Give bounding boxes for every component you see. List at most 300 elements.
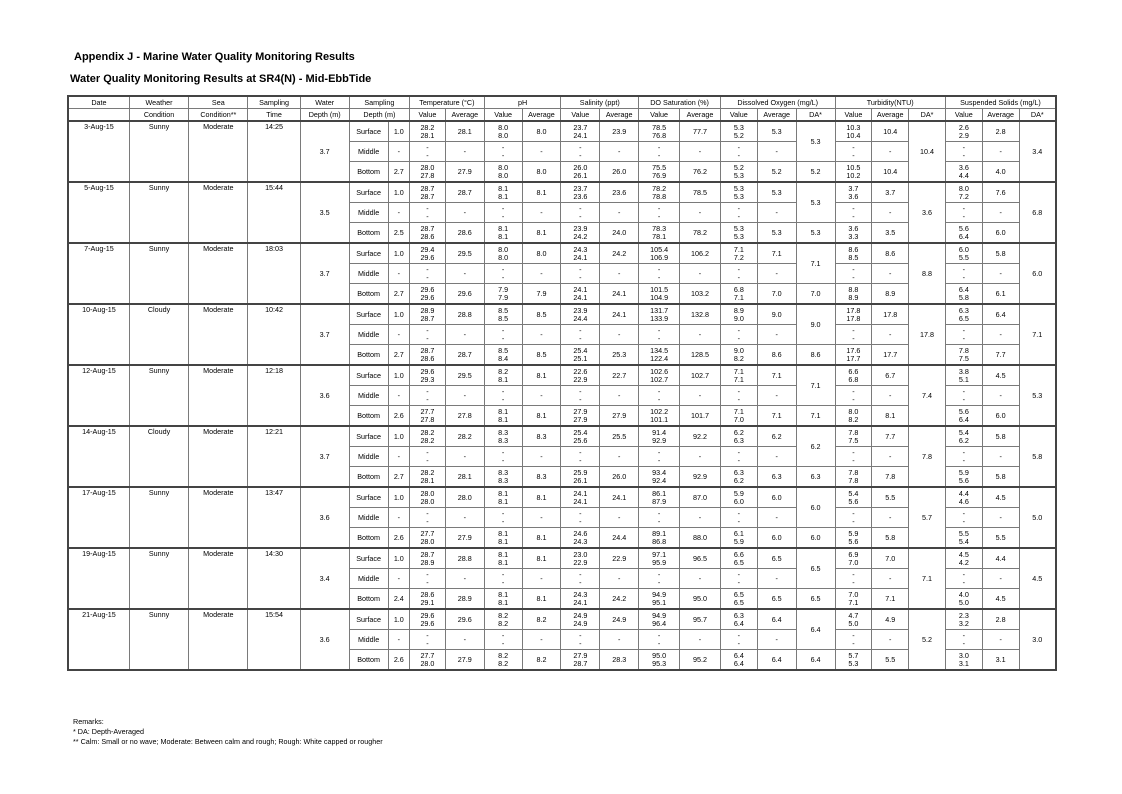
cell-temp-average: 28.8 bbox=[445, 304, 484, 325]
cell-ss-average: 3.1 bbox=[982, 650, 1019, 671]
reading-1: 8.1 bbox=[498, 183, 509, 193]
cell-ss-average: 7.6 bbox=[982, 182, 1019, 203]
cell-turbidity-average: 3.7 bbox=[872, 182, 909, 203]
cell-salinity-value bbox=[561, 223, 600, 244]
cell-water-depth: 3.7 bbox=[300, 304, 349, 365]
reading-2: - bbox=[737, 516, 741, 526]
cell-temp-value bbox=[410, 121, 446, 142]
cell-salinity-average: 24.2 bbox=[600, 243, 639, 264]
cell-sea: Moderate bbox=[189, 304, 248, 365]
reading-2: - bbox=[426, 394, 429, 404]
cell-do-average: 6.5 bbox=[757, 589, 796, 610]
cell-ss-value bbox=[945, 121, 982, 142]
reading-2: 4.2 bbox=[958, 557, 969, 567]
table-row bbox=[68, 487, 1056, 508]
cell-turbidity-average: - bbox=[872, 630, 909, 650]
cell-ss-value bbox=[945, 609, 982, 630]
cell-ss-average: - bbox=[982, 142, 1019, 162]
reading-1: - bbox=[737, 142, 741, 152]
cell-salinity-average: 25.3 bbox=[600, 345, 639, 366]
cell-turbidity-value bbox=[835, 243, 872, 264]
reading-1: 8.3 bbox=[498, 467, 509, 477]
cell-dosat-value bbox=[639, 630, 680, 650]
cell-turbidity-da: 3.6 bbox=[909, 182, 946, 243]
cell-dosat-average: 106.2 bbox=[680, 243, 721, 264]
cell-turbidity-average: 8.6 bbox=[872, 243, 909, 264]
cell-turbidity-da: 7.8 bbox=[909, 426, 946, 487]
reading-2: 2.9 bbox=[958, 130, 969, 140]
cell-time: 14:30 bbox=[248, 548, 300, 609]
reading-2: - bbox=[657, 272, 661, 282]
cell-time: 10:42 bbox=[248, 304, 300, 365]
cell-ph-average: - bbox=[522, 264, 561, 284]
reading-1: - bbox=[737, 325, 741, 335]
reading-2: 29.3 bbox=[420, 374, 435, 384]
reading-2: 95.3 bbox=[652, 658, 667, 668]
table-row bbox=[68, 365, 1056, 386]
cell-salinity-value bbox=[561, 325, 600, 345]
reading-2: - bbox=[501, 211, 505, 221]
reading-2: 8.0 bbox=[498, 252, 509, 262]
cell-ss-average: - bbox=[982, 630, 1019, 650]
cell-ph-average: 8.1 bbox=[522, 528, 561, 549]
cell-dosat-value bbox=[639, 467, 680, 488]
cell-turbidity-value bbox=[835, 528, 872, 549]
cell-weather: Cloudy bbox=[129, 426, 188, 487]
reading-1: 24.1 bbox=[573, 284, 588, 294]
reading-2: 5.9 bbox=[733, 536, 744, 546]
cell-dosat-average: 132.8 bbox=[680, 304, 721, 325]
cell-ss-value bbox=[945, 264, 982, 284]
cell-level: Bottom bbox=[349, 467, 388, 488]
reading-1: 8.1 bbox=[498, 549, 509, 559]
col-sub-value: Value bbox=[639, 109, 680, 122]
col-sub-average: Average bbox=[982, 109, 1019, 122]
cell-turbidity-da: 5.7 bbox=[909, 487, 946, 548]
table-row bbox=[68, 243, 1056, 264]
cell-ss-value bbox=[945, 162, 982, 183]
cell-turbidity-average: - bbox=[872, 508, 909, 528]
reading-1: - bbox=[579, 325, 582, 335]
cell-ss-value bbox=[945, 487, 982, 508]
cell-turbidity-value bbox=[835, 548, 872, 569]
cell-ph-average: 8.5 bbox=[522, 345, 561, 366]
reading-1: 6.4 bbox=[958, 284, 969, 294]
cell-temp-value bbox=[410, 325, 446, 345]
reading-1: 3.0 bbox=[958, 650, 969, 660]
reading-1: - bbox=[852, 264, 855, 274]
reading-1: 6.3 bbox=[958, 305, 969, 315]
reading-1: - bbox=[962, 508, 966, 518]
cell-ss-average: - bbox=[982, 325, 1019, 345]
reading-2: 8.0 bbox=[498, 170, 509, 180]
cell-level: Surface bbox=[349, 365, 388, 386]
cell-do-da-bottom: 6.0 bbox=[796, 528, 835, 549]
reading-2: 6.5 bbox=[733, 597, 744, 607]
reading-1: - bbox=[501, 569, 505, 579]
reading-1: - bbox=[962, 325, 966, 335]
cell-date: 21-Aug-15 bbox=[68, 609, 129, 670]
reading-1: 3.6 bbox=[848, 223, 859, 233]
cell-level: Surface bbox=[349, 609, 388, 630]
reading-1: 97.1 bbox=[652, 549, 667, 559]
cell-ph-value bbox=[484, 589, 522, 610]
reading-1: - bbox=[852, 447, 855, 457]
cell-temp-average: - bbox=[445, 142, 484, 162]
reading-1: - bbox=[501, 264, 505, 274]
cell-level: Surface bbox=[349, 487, 388, 508]
cell-dosat-average: - bbox=[680, 264, 721, 284]
reading-1: 28.7 bbox=[420, 345, 435, 355]
cell-dosat-value bbox=[639, 223, 680, 244]
cell-do-da: 5.3 bbox=[796, 182, 835, 223]
reading-1: - bbox=[962, 386, 966, 396]
reading-1: - bbox=[657, 508, 661, 518]
reading-2: - bbox=[852, 394, 855, 404]
cell-salinity-average: - bbox=[600, 447, 639, 467]
cell-ss-value bbox=[945, 142, 982, 162]
cell-ph-value bbox=[484, 406, 522, 427]
cell-do-average: - bbox=[757, 447, 796, 467]
cell-temp-average: 29.5 bbox=[445, 243, 484, 264]
cell-salinity-average: - bbox=[600, 508, 639, 528]
reading-2: 17.7 bbox=[846, 353, 861, 363]
reading-1: 28.6 bbox=[420, 589, 435, 599]
reading-2: 24.1 bbox=[573, 496, 588, 506]
reading-1: 6.8 bbox=[733, 284, 744, 294]
cell-dosat-average: - bbox=[680, 142, 721, 162]
cell-ss-average: 4.5 bbox=[982, 365, 1019, 386]
table-title: Water Quality Monitoring Results at SR4(N) - Mid-EbbTide bbox=[70, 73, 372, 85]
cell-do-da-bottom: 7.0 bbox=[796, 284, 835, 305]
cell-turbidity-average: 7.7 bbox=[872, 426, 909, 447]
cell-turbidity-average: 5.5 bbox=[872, 650, 909, 671]
cell-water-depth: 3.7 bbox=[300, 426, 349, 487]
cell-do-average: 7.1 bbox=[757, 406, 796, 427]
reading-1: 23.7 bbox=[573, 122, 588, 132]
cell-salinity-value bbox=[561, 284, 600, 305]
cell-ph-average: - bbox=[522, 142, 561, 162]
reading-1: - bbox=[852, 142, 855, 152]
reading-2: - bbox=[737, 577, 741, 587]
reading-2: - bbox=[657, 394, 661, 404]
cell-do-value bbox=[720, 121, 757, 142]
cell-turbidity-value bbox=[835, 121, 872, 142]
cell-salinity-value bbox=[561, 650, 600, 671]
reading-1: 131.7 bbox=[650, 305, 669, 315]
cell-do-value bbox=[720, 365, 757, 386]
reading-2: 17.8 bbox=[846, 313, 861, 323]
cell-do-average: - bbox=[757, 630, 796, 650]
cell-time: 18:03 bbox=[248, 243, 300, 304]
reading-1: 8.1 bbox=[498, 528, 509, 538]
reading-1: 29.6 bbox=[420, 366, 435, 376]
cell-sea: Moderate bbox=[189, 182, 248, 243]
cell-ss-da: 3.4 bbox=[1019, 121, 1056, 182]
cell-ss-value bbox=[945, 243, 982, 264]
reading-1: - bbox=[579, 630, 582, 640]
cell-ss-average: 2.8 bbox=[982, 609, 1019, 630]
cell-turbidity-average: 3.5 bbox=[872, 223, 909, 244]
reading-2: - bbox=[501, 577, 505, 587]
cell-temp-average: - bbox=[445, 203, 484, 223]
cell-temp-average: 29.5 bbox=[445, 365, 484, 386]
cell-turbidity-value bbox=[835, 630, 872, 650]
cell-ss-average: - bbox=[982, 264, 1019, 284]
cell-level: Middle bbox=[349, 203, 388, 223]
cell-do-value bbox=[720, 528, 757, 549]
cell-do-value bbox=[720, 650, 757, 671]
cell-dosat-average: 103.2 bbox=[680, 284, 721, 305]
table-row bbox=[68, 182, 1056, 203]
reading-1: - bbox=[426, 386, 429, 396]
reading-1: 5.5 bbox=[958, 528, 969, 538]
cell-sampling-depth: 2.7 bbox=[388, 467, 409, 488]
reading-1: - bbox=[501, 386, 505, 396]
reading-1: 134.5 bbox=[650, 345, 669, 355]
reading-2: 8.2 bbox=[733, 353, 744, 363]
cell-ph-value bbox=[484, 162, 522, 183]
reading-2: 5.6 bbox=[958, 475, 969, 485]
cell-dosat-average: - bbox=[680, 447, 721, 467]
cell-do-average: 5.3 bbox=[757, 223, 796, 244]
cell-ph-value bbox=[484, 203, 522, 223]
cell-temp-value bbox=[410, 406, 446, 427]
cell-salinity-average: 24.9 bbox=[600, 609, 639, 630]
cell-temp-value bbox=[410, 467, 446, 488]
cell-do-value bbox=[720, 325, 757, 345]
cell-turbidity-value bbox=[835, 365, 872, 386]
reading-1: - bbox=[426, 203, 429, 213]
reading-2: 6.0 bbox=[733, 496, 744, 506]
cell-dosat-average: - bbox=[680, 203, 721, 223]
cell-weather: Sunny bbox=[129, 548, 188, 609]
cell-water-depth: 3.7 bbox=[300, 121, 349, 182]
cell-ph-average: 8.0 bbox=[522, 162, 561, 183]
cell-level: Bottom bbox=[349, 528, 388, 549]
reading-1: 6.3 bbox=[733, 467, 744, 477]
cell-ph-value bbox=[484, 630, 522, 650]
cell-do-average: - bbox=[757, 142, 796, 162]
reading-1: 86.1 bbox=[652, 488, 667, 498]
cell-do-value bbox=[720, 142, 757, 162]
cell-sampling-depth: 2.6 bbox=[388, 406, 409, 427]
cell-weather: Sunny bbox=[129, 121, 188, 182]
cell-ss-average: - bbox=[982, 203, 1019, 223]
reading-2: 28.6 bbox=[420, 353, 435, 363]
cell-do-value bbox=[720, 630, 757, 650]
reading-2: 6.5 bbox=[733, 557, 744, 567]
cell-sea: Moderate bbox=[189, 365, 248, 426]
cell-salinity-average: 24.4 bbox=[600, 528, 639, 549]
reading-2: 28.7 bbox=[420, 313, 435, 323]
cell-dosat-value bbox=[639, 243, 680, 264]
cell-level: Middle bbox=[349, 508, 388, 528]
cell-level: Middle bbox=[349, 447, 388, 467]
reading-1: - bbox=[962, 630, 966, 640]
cell-date: 5-Aug-15 bbox=[68, 182, 129, 243]
cell-ph-value bbox=[484, 487, 522, 508]
cell-ph-value bbox=[484, 365, 522, 386]
cell-ss-da: 6.8 bbox=[1019, 182, 1056, 243]
cell-temp-value bbox=[410, 589, 446, 610]
cell-turbidity-value bbox=[835, 589, 872, 610]
cell-sampling-depth: 2.6 bbox=[388, 650, 409, 671]
cell-salinity-value bbox=[561, 589, 600, 610]
cell-salinity-average: 25.5 bbox=[600, 426, 639, 447]
reading-1: 78.3 bbox=[652, 223, 667, 233]
reading-1: 7.9 bbox=[498, 284, 509, 294]
cell-ss-average: 6.1 bbox=[982, 284, 1019, 305]
cell-ss-da: 4.5 bbox=[1019, 548, 1056, 609]
reading-2: 76.8 bbox=[652, 130, 667, 140]
cell-turbidity-value bbox=[835, 609, 872, 630]
col-ph: pH bbox=[484, 96, 561, 109]
reading-1: 25.4 bbox=[573, 427, 588, 437]
reading-2: 5.4 bbox=[958, 536, 969, 546]
col-sub-value: Value bbox=[835, 109, 872, 122]
cell-turbidity-value bbox=[835, 650, 872, 671]
cell-dosat-value bbox=[639, 569, 680, 589]
cell-water-depth: 3.4 bbox=[300, 548, 349, 609]
cell-salinity-value bbox=[561, 304, 600, 325]
reading-2: 28.2 bbox=[420, 435, 435, 445]
reading-1: - bbox=[426, 630, 429, 640]
cell-salinity-value bbox=[561, 487, 600, 508]
reading-1: 8.1 bbox=[498, 223, 509, 233]
cell-salinity-average: - bbox=[600, 142, 639, 162]
reading-2: - bbox=[501, 638, 505, 648]
cell-date: 14-Aug-15 bbox=[68, 426, 129, 487]
table-row bbox=[68, 121, 1056, 142]
reading-2: 8.9 bbox=[848, 292, 859, 302]
cell-ph-average: 8.5 bbox=[522, 304, 561, 325]
cell-dosat-value bbox=[639, 182, 680, 203]
cell-sampling-depth: 2.7 bbox=[388, 284, 409, 305]
reading-1: - bbox=[737, 264, 741, 274]
reading-2: 92.9 bbox=[652, 435, 667, 445]
cell-ph-average: 8.1 bbox=[522, 589, 561, 610]
cell-turbidity-average: - bbox=[872, 203, 909, 223]
reading-2: - bbox=[962, 333, 966, 343]
cell-turbidity-average: 8.9 bbox=[872, 284, 909, 305]
reading-2: 8.0 bbox=[498, 130, 509, 140]
cell-sampling-depth: 1.0 bbox=[388, 426, 409, 447]
reading-2: 6.4 bbox=[958, 231, 969, 241]
reading-1: - bbox=[852, 569, 855, 579]
reading-1: 24.3 bbox=[573, 244, 588, 254]
reading-1: 6.5 bbox=[733, 589, 744, 599]
reading-1: 28.7 bbox=[420, 549, 435, 559]
cell-sampling-depth: 2.7 bbox=[388, 162, 409, 183]
reading-1: 8.2 bbox=[498, 610, 509, 620]
cell-dosat-average: 88.0 bbox=[680, 528, 721, 549]
reading-1: 27.7 bbox=[420, 528, 435, 538]
reading-1: 105.4 bbox=[650, 244, 669, 254]
cell-time: 12:21 bbox=[248, 426, 300, 487]
reading-2: 25.1 bbox=[573, 353, 588, 363]
cell-ph-average: 8.0 bbox=[522, 243, 561, 264]
reading-2: 6.4 bbox=[733, 658, 744, 668]
cell-ph-value bbox=[484, 386, 522, 406]
remark-calm: ** Calm: Small or no wave; Moderate: Between calm and rough; Rough: White capped or rougher bbox=[73, 737, 383, 746]
cell-do-value bbox=[720, 609, 757, 630]
cell-ss-da: 7.1 bbox=[1019, 304, 1056, 365]
col-dissolved-oxygen: Dissolved Oxygen (mg/L) bbox=[720, 96, 835, 109]
cell-ph-value bbox=[484, 569, 522, 589]
cell-turbidity-average: - bbox=[872, 569, 909, 589]
cell-temp-average: 29.6 bbox=[445, 284, 484, 305]
cell-do-value bbox=[720, 569, 757, 589]
cell-weather: Sunny bbox=[129, 487, 188, 548]
reading-2: - bbox=[426, 211, 429, 221]
reading-2: 106.9 bbox=[650, 252, 669, 262]
reading-2: - bbox=[657, 211, 661, 221]
cell-salinity-average: 23.6 bbox=[600, 182, 639, 203]
cell-turbidity-value bbox=[835, 203, 872, 223]
reading-1: 6.0 bbox=[958, 244, 969, 254]
cell-ss-average: - bbox=[982, 386, 1019, 406]
reading-2: 6.3 bbox=[733, 435, 744, 445]
cell-salinity-average: 24.2 bbox=[600, 589, 639, 610]
cell-sampling-depth: 1.0 bbox=[388, 304, 409, 325]
cell-turbidity-average: 10.4 bbox=[872, 121, 909, 142]
cell-turbidity-value bbox=[835, 304, 872, 325]
cell-level: Surface bbox=[349, 121, 388, 142]
cell-ss-da: 5.8 bbox=[1019, 426, 1056, 487]
cell-dosat-average: 128.5 bbox=[680, 345, 721, 366]
cell-turbidity-da: 5.2 bbox=[909, 609, 946, 670]
reading-2: 7.8 bbox=[848, 475, 859, 485]
reading-1: - bbox=[737, 630, 741, 640]
cell-sampling-depth: - bbox=[388, 508, 409, 528]
reading-2: 28.7 bbox=[573, 658, 588, 668]
reading-1: 7.8 bbox=[848, 427, 859, 437]
cell-dosat-value bbox=[639, 345, 680, 366]
cell-turbidity-average: - bbox=[872, 325, 909, 345]
cell-dosat-value bbox=[639, 609, 680, 630]
reading-1: 4.0 bbox=[958, 589, 969, 599]
reading-1: - bbox=[657, 630, 661, 640]
reading-2: - bbox=[962, 577, 966, 587]
cell-sea: Moderate bbox=[189, 426, 248, 487]
col-water-depth: Water bbox=[300, 96, 349, 109]
cell-turbidity-average: 8.1 bbox=[872, 406, 909, 427]
reading-1: 4.5 bbox=[958, 549, 969, 559]
reading-1: 5.6 bbox=[958, 223, 969, 233]
cell-turbidity-da: 17.8 bbox=[909, 304, 946, 365]
cell-water-depth: 3.6 bbox=[300, 365, 349, 426]
cell-sampling-depth: 1.0 bbox=[388, 487, 409, 508]
reading-2: - bbox=[579, 577, 582, 587]
cell-dosat-average: - bbox=[680, 325, 721, 345]
cell-ss-average: 5.8 bbox=[982, 467, 1019, 488]
reading-1: 22.6 bbox=[573, 366, 588, 376]
reading-2: 95.1 bbox=[652, 597, 667, 607]
reading-1: 24.9 bbox=[573, 610, 588, 620]
cell-sampling-depth: 1.0 bbox=[388, 121, 409, 142]
cell-do-value bbox=[720, 304, 757, 325]
col-do-saturation: DO Saturation (%) bbox=[639, 96, 721, 109]
cell-turbidity-average: - bbox=[872, 264, 909, 284]
col-sampling-depth-sub: Depth (m) bbox=[349, 109, 409, 122]
cell-salinity-value bbox=[561, 264, 600, 284]
reading-2: 6.4 bbox=[958, 414, 969, 424]
water-quality-table bbox=[67, 95, 1057, 671]
reading-1: 26.0 bbox=[573, 162, 588, 172]
reading-2: 3.6 bbox=[848, 191, 859, 201]
reading-2: 27.8 bbox=[420, 414, 435, 424]
